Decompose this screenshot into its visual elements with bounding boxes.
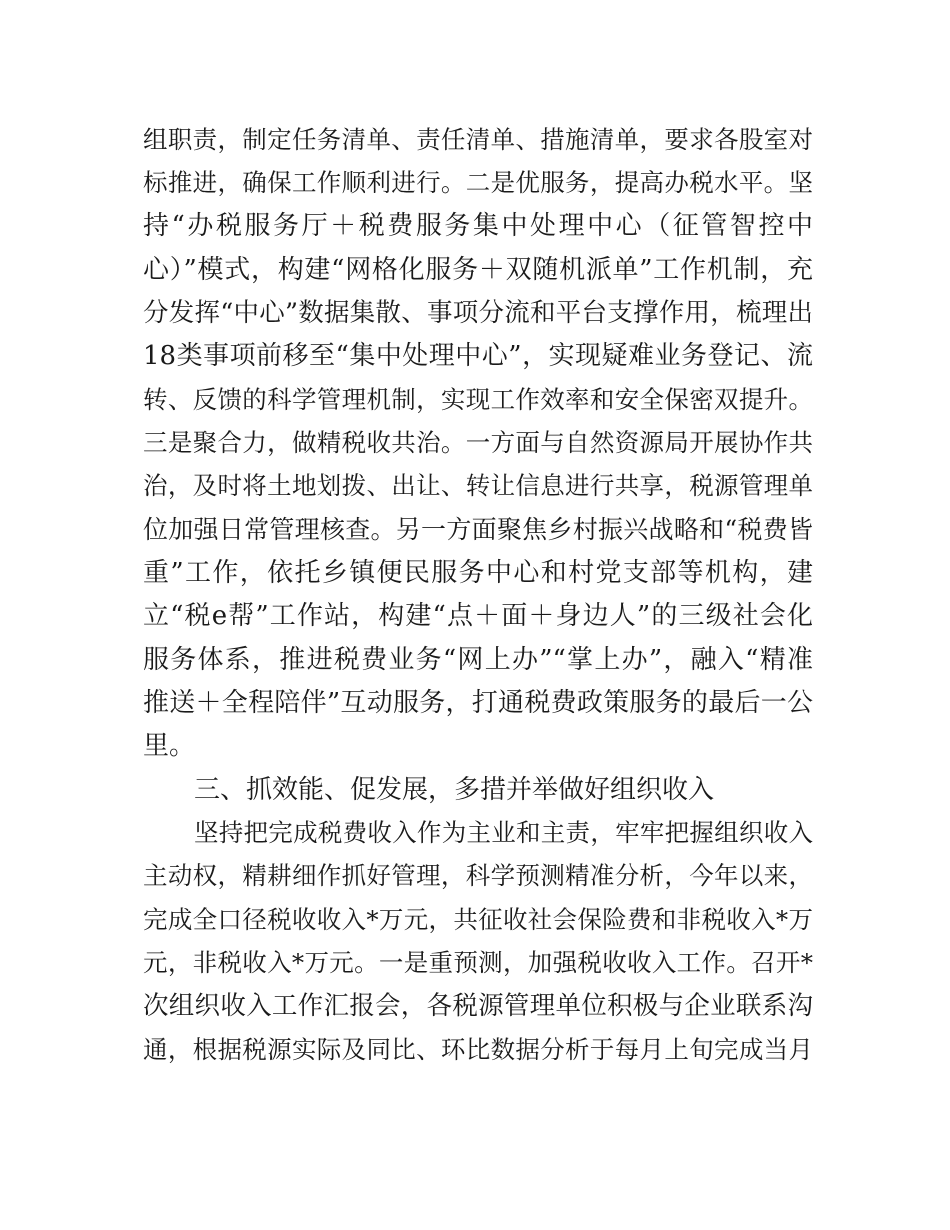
body-line: 重”工作，依托乡镇便民服务中心和村党支部等机构，建 bbox=[143, 558, 813, 588]
body-line: 坚持把完成税费收入作为主业和主责，牢牢把握组织收入 bbox=[194, 818, 813, 847]
body-line: 次组织收入工作汇报会，各税源管理单位积极与企业联系沟 bbox=[143, 991, 813, 1021]
body-line: 里。 bbox=[143, 731, 196, 761]
body-line: 分发挥“中心”数据集散、事项分流和平台支撑作用，梳理出 bbox=[143, 298, 813, 328]
body-line: 转、反馈的科学管理机制，实现工作效率和安全保密双提升。 bbox=[143, 385, 813, 414]
body-line: 推送＋全程陪伴”互动服务，打通税费政策服务的最后一公 bbox=[143, 688, 813, 718]
body-line: 服务体系，推进税费业务“网上办”“掌上办”，融入“精准 bbox=[143, 645, 813, 675]
body-line: 持“办税服务厅＋税费服务集中处理中心（征管智控中 bbox=[143, 211, 813, 241]
body-line: 元，非税收入*万元。一是重预测，加强税收收入工作。召开* bbox=[143, 948, 813, 977]
body-line: 三是聚合力，做精税收共治。一方面与自然资源局开展协作共 bbox=[143, 428, 813, 457]
body-line: 标推进，确保工作顺利进行。二是优服务，提高办税水平。坚 bbox=[143, 168, 813, 197]
body-line: 心）”模式，构建“网格化服务＋双随机派单”工作机制，充 bbox=[143, 255, 813, 285]
body-line: 治，及时将土地划拨、出让、转让信息进行共享，税源管理单 bbox=[143, 471, 813, 500]
body-line: 组职责，制定任务清单、责任清单、措施清单，要求各股室对 bbox=[143, 125, 813, 154]
body-line: 位加强日常管理核查。另一方面聚焦乡村振兴战略和“税费皆 bbox=[143, 515, 813, 544]
body-line: 立“税e帮”工作站，构建“点＋面＋身边人”的三级社会化 bbox=[143, 601, 813, 631]
body-line: 18类事项前移至“集中处理中心”，实现疑难业务登记、流 bbox=[143, 341, 813, 371]
body-line: 主动权，精耕细作抓好管理，科学预测精准分析，今年以来， bbox=[143, 861, 813, 890]
body-line: 完成全口径税收收入*万元，共征收社会保险费和非税收入*万 bbox=[143, 905, 813, 934]
body-line: 通，根据税源实际及同比、环比数据分析于每月上旬完成当月 bbox=[143, 1035, 813, 1064]
section-heading: 三、抓效能、促发展，多措并举做好组织收入 bbox=[194, 775, 715, 805]
